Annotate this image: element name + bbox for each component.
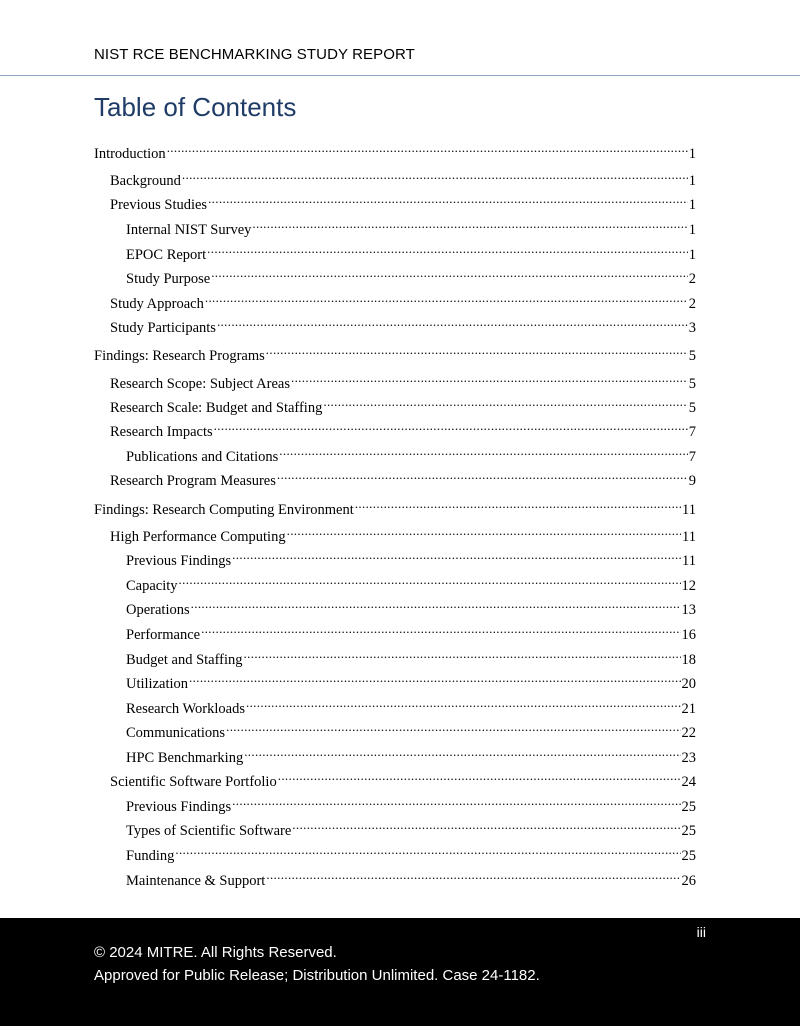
toc-entry-page: 2: [688, 296, 696, 312]
toc-entry[interactable]: [110, 189, 696, 213]
dot-leader: [175, 840, 680, 860]
toc-entry-label: Research Scope: Subject Areas: [110, 376, 290, 392]
toc-entry[interactable]: [126, 570, 696, 594]
toc-entry-page: 21: [681, 701, 696, 717]
page-footer: [0, 918, 800, 1026]
toc-entry-page: 11: [682, 553, 696, 569]
toc-entry[interactable]: [126, 545, 696, 569]
toc-entry-label: Research Scale: Budget and Staffing: [110, 400, 323, 416]
toc-entry-page: 3: [688, 320, 696, 336]
dot-leader: [201, 619, 680, 639]
dot-leader: [244, 644, 681, 664]
toc-entry-page: 1: [688, 173, 696, 189]
dot-leader: [355, 494, 681, 514]
dot-leader: [208, 189, 688, 209]
toc-entry-label: Findings: Research Computing Environment: [94, 502, 354, 518]
dot-leader: [292, 815, 680, 835]
toc-entry[interactable]: [110, 368, 696, 392]
dot-leader: [205, 288, 688, 308]
toc-entry[interactable]: [126, 594, 696, 618]
toc-entry-label: Previous Studies: [110, 197, 208, 213]
toc-entry[interactable]: [126, 717, 696, 741]
toc-title: Table of Contents: [94, 92, 297, 122]
toc-entry[interactable]: [94, 494, 696, 518]
toc-entry[interactable]: [110, 312, 696, 336]
toc-entry-page: 5: [688, 376, 696, 392]
page-number: iii: [696, 924, 706, 940]
toc-entry[interactable]: [126, 693, 696, 717]
toc-entry[interactable]: [126, 263, 696, 287]
toc-entry-label: Internal NIST Survey: [126, 222, 252, 238]
toc-entry[interactable]: [110, 521, 696, 545]
toc-entry-label: Operations: [126, 602, 190, 618]
page-header: NIST RCE BENCHMARKING STUDY REPORT: [94, 46, 415, 63]
dot-leader: [278, 766, 681, 786]
dot-leader: [279, 441, 688, 461]
toc-entry[interactable]: [126, 815, 696, 839]
toc-entry[interactable]: [126, 644, 696, 668]
toc-entry[interactable]: [126, 865, 696, 889]
toc-entry-label: Maintenance & Support: [126, 873, 266, 889]
toc-entry[interactable]: [126, 742, 696, 766]
toc-entry-page: 9: [688, 473, 696, 489]
dot-leader: [244, 742, 680, 762]
toc-entry[interactable]: [126, 668, 696, 692]
toc-entry-label: Publications and Citations: [126, 449, 279, 465]
toc-entry-label: Research Program Measures: [110, 473, 276, 489]
toc-entry-label: Study Purpose: [126, 271, 211, 287]
dot-leader: [246, 693, 681, 713]
dot-leader: [191, 594, 681, 614]
toc-entry[interactable]: [110, 392, 696, 416]
toc-entry[interactable]: [110, 766, 696, 790]
toc-entry-page: 1: [688, 197, 696, 213]
toc-entry[interactable]: [110, 416, 696, 440]
toc-entry[interactable]: [126, 441, 696, 465]
toc-entry-label: Communications: [126, 725, 226, 741]
toc-entry-page: 23: [681, 750, 696, 766]
toc-entry-label: HPC Benchmarking: [126, 750, 244, 766]
dot-leader: [252, 214, 687, 234]
toc-entry-label: EPOC Report: [126, 247, 207, 263]
toc-entry-label: Research Impacts: [110, 424, 213, 440]
toc-entry-label: High Performance Computing: [110, 529, 286, 545]
toc-entry-page: 25: [681, 823, 696, 839]
toc-entry-label: Budget and Staffing: [126, 652, 243, 668]
toc-entry-label: Study Participants: [110, 320, 216, 336]
toc-entry[interactable]: [126, 239, 696, 263]
toc-entry-label: Background: [110, 173, 181, 189]
toc-entry-page: 25: [681, 848, 696, 864]
toc-entry-page: 1: [688, 222, 696, 238]
toc-entry[interactable]: [110, 465, 696, 489]
toc-entry-label: Funding: [126, 848, 175, 864]
dot-leader: [291, 368, 688, 388]
toc-entry-label: Findings: Research Programs: [94, 348, 265, 364]
toc-entry-page: 12: [681, 578, 696, 594]
toc-entry-page: 2: [688, 271, 696, 287]
dot-leader: [266, 340, 688, 360]
toc-entry-label: Previous Findings: [126, 553, 232, 569]
dot-leader: [217, 312, 688, 332]
toc-entry-label: Utilization: [126, 676, 189, 692]
toc-entry-page: 11: [682, 529, 696, 545]
toc-entry-page: 1: [688, 247, 696, 263]
dot-leader: [207, 239, 688, 259]
toc-entry[interactable]: [110, 165, 696, 189]
dot-leader: [266, 865, 680, 885]
toc-entry-page: 26: [681, 873, 696, 889]
toc-entry-page: 5: [688, 400, 696, 416]
dot-leader: [277, 465, 688, 485]
toc-entry-page: 5: [688, 348, 696, 364]
toc-entry[interactable]: [126, 791, 696, 815]
toc-entry[interactable]: [126, 619, 696, 643]
toc-entry-label: Scientific Software Portfolio: [110, 774, 277, 790]
copyright-notice: © 2024 MITRE. All Rights Reserved.: [94, 944, 337, 961]
toc-entry-page: 25: [681, 799, 696, 815]
dot-leader: [214, 416, 688, 436]
toc-entry-label: Introduction: [94, 146, 166, 162]
toc-entry-label: Capacity: [126, 578, 178, 594]
toc-entry-page: 16: [681, 627, 696, 643]
dot-leader: [179, 570, 681, 590]
toc-entry-label: Performance: [126, 627, 201, 643]
dot-leader: [189, 668, 680, 688]
dot-leader: [287, 521, 681, 541]
toc-entry-label: Research Workloads: [126, 701, 245, 717]
toc-entry-page: 20: [681, 676, 696, 692]
toc-entry-label: Types of Scientific Software: [126, 823, 292, 839]
toc-entry-page: 7: [688, 424, 696, 440]
toc-entry-page: 24: [681, 774, 696, 790]
toc-entry[interactable]: [126, 214, 696, 238]
dot-leader: [232, 791, 680, 811]
toc-entry-page: 7: [688, 449, 696, 465]
toc-entry-page: 18: [681, 652, 696, 668]
release-statement: Approved for Public Release; Distribution Unlimited. Case 24-1182.: [94, 967, 540, 984]
dot-leader: [182, 165, 688, 185]
toc-entry[interactable]: [110, 288, 696, 312]
dot-leader: [211, 263, 688, 283]
dot-leader: [232, 545, 681, 565]
toc-entry-page: 13: [681, 602, 696, 618]
toc-entry-page: 1: [688, 146, 696, 162]
toc-entry[interactable]: [94, 138, 696, 162]
toc-entry[interactable]: [94, 340, 696, 364]
dot-leader: [323, 392, 687, 412]
toc-entry[interactable]: [126, 840, 696, 864]
toc-entry-page: 11: [682, 502, 696, 518]
toc-entry-label: Study Approach: [110, 296, 204, 312]
toc-entry-page: 22: [681, 725, 696, 741]
toc-entry-label: Previous Findings: [126, 799, 232, 815]
dot-leader: [226, 717, 680, 737]
dot-leader: [167, 138, 688, 158]
